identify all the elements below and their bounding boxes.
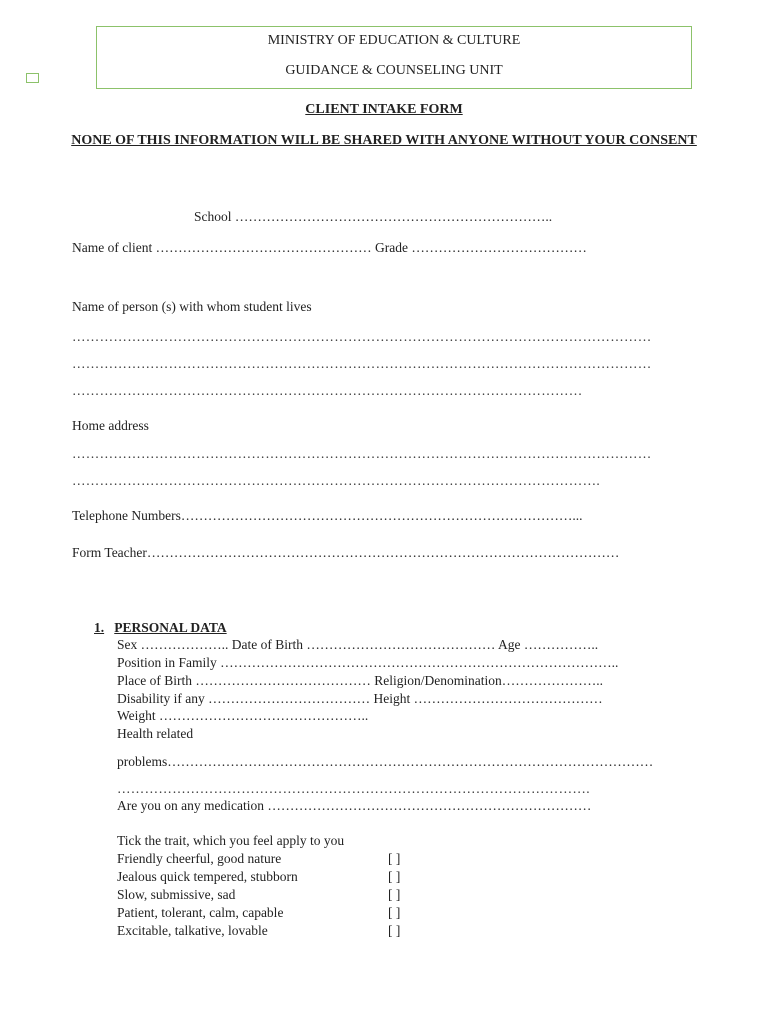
disability-height-field[interactable]: Disability if any ……………………………… Height …………………………………… [117,691,603,706]
trait-label: Slow, submissive, sad [117,887,236,902]
sex-dob-age-field[interactable]: Sex ……………….. Date of Birth …………………………………… Age …………….. [117,637,599,652]
section-heading: PERSONAL DATA [114,620,227,635]
lives-with-label: Name of person (s) with whom student lives [72,299,312,314]
form-title: CLIENT INTAKE FORM [305,102,463,117]
traits-instruction: Tick the trait, which you feel apply to you [117,833,345,848]
trait-checkbox[interactable]: [ ] [388,905,401,920]
confidentiality-notice: NONE OF THIS INFORMATION WILL BE SHARED WITH ANYONE WITHOUT YOUR CONSENT [71,133,697,148]
trait-label: Friendly cheerful, good nature [117,851,282,866]
home-address-line-2[interactable]: ……………………………………………………………………………………………………. [72,473,601,488]
lives-with-line-1[interactable]: ……………………………………………………………………………………………………………… [72,329,652,344]
section-personal-data [94,620,227,636]
birthplace-religion-field[interactable]: Place of Birth ………………………………… Religion/Denomination………………….. [117,673,603,688]
school-field[interactable]: School …………………………………………………………….. [194,209,553,224]
lives-with-line-2[interactable]: ……………………………………………………………………………………………………………… [72,356,652,371]
trait-label: Jealous quick tempered, stubborn [117,869,298,884]
client-name-grade-field[interactable]: Name of client ………………………………………… Grade ………………………………… [72,240,587,255]
home-address-line-1[interactable]: ……………………………………………………………………………………………………………… [72,446,652,461]
trait-label: Patient, tolerant, calm, capable [117,905,284,920]
weight-field[interactable]: Weight ……………………………………….. [117,708,369,723]
health-problems-line-2[interactable]: …………………………………………………………………………………………. [117,781,590,796]
ministry-name: MINISTRY OF EDUCATION & CULTURE [267,33,521,48]
home-address-label: Home address [72,418,149,433]
medication-field[interactable]: Are you on any medication ……………………………………………………………… [117,798,592,813]
trait-checkbox[interactable]: [ ] [388,869,401,884]
trait-checkbox[interactable]: [ ] [388,887,401,902]
trait-checkbox[interactable]: [ ] [388,923,401,938]
margin-marker [26,73,39,83]
telephone-field[interactable]: Telephone Numbers……………………………………………………………………………... [72,508,583,523]
health-label: Health related [117,726,194,741]
section-number: 1. [94,620,105,635]
health-problems-field[interactable]: problems……………………………………………………………………………………………… [117,754,654,769]
form-teacher-field[interactable]: Form Teacher…………………………………………………………………………………………… [72,545,620,560]
trait-label: Excitable, talkative, lovable [117,923,268,938]
lives-with-line-3[interactable]: ………………………………………………………………………………………………… [72,383,583,398]
trait-checkbox[interactable]: [ ] [388,851,401,866]
unit-name: GUIDANCE & COUNSELING UNIT [285,63,503,78]
ministry-header [96,26,692,89]
position-in-family-field[interactable]: Position in Family …………………………………………………………………………….. [117,655,619,670]
